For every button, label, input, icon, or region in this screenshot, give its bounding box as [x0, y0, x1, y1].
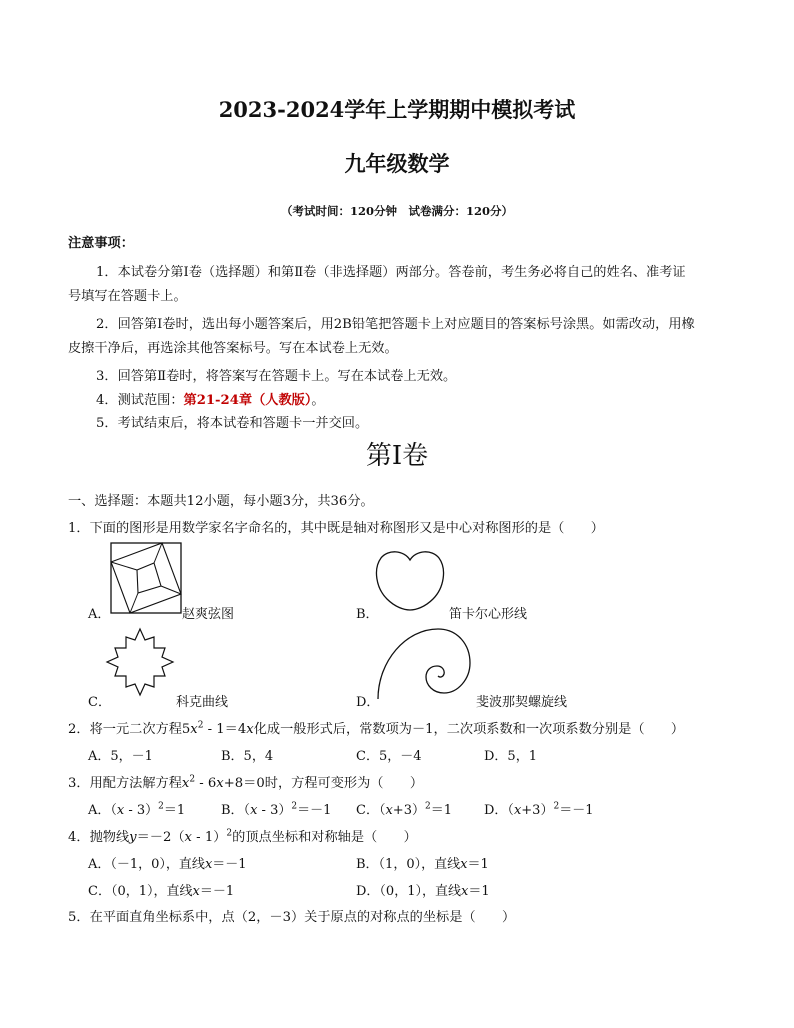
q5-stem: 5．在平面直角坐标系中，点（2，－3）关于原点的对称点的坐标是（ ） [68, 910, 516, 925]
q4-b-part: B．（1，0），直线 [356, 857, 461, 872]
q3-a-part: ＝1 [163, 803, 186, 818]
q3-option-a [88, 799, 185, 818]
q4-d-var: x [460, 884, 469, 899]
q3-a-part: A．（ [88, 803, 117, 818]
q4-var: y [129, 830, 137, 845]
q4-option-b [356, 853, 489, 872]
q4-c-part: C．（0，1），直线 [88, 884, 193, 899]
q3-stem [68, 772, 423, 791]
q4-a-part: ＝－1 [212, 857, 247, 872]
q2-exponent: 2 [197, 720, 204, 731]
q3-option-c [356, 799, 452, 818]
koch-snowflake-diagram [104, 627, 176, 699]
q1-option-b-caption: 笛卡尔心形线 [449, 607, 528, 622]
q4-a-var: x [204, 857, 213, 872]
q2-var: x [190, 722, 198, 737]
exam-info: （考试时间：120分钟 试卷满分：120分） [280, 204, 513, 218]
q2-stem-part: - 1＝4 [203, 722, 247, 737]
q4-stem-part: ＝－2（ [136, 830, 185, 845]
q3-stem-part: 3．用配方法解方程 [68, 776, 182, 791]
q3-exponent: 2 [189, 774, 196, 785]
q3-stem-part: - 6 [195, 776, 217, 791]
q3-d-part: +3） [521, 803, 554, 818]
q3-a-exp: 2 [158, 801, 164, 812]
q3-c-var: x [385, 803, 393, 818]
q2-option-c: C．5，－4 [356, 749, 422, 764]
q4-option-d [356, 880, 490, 899]
q3-option-b [221, 799, 331, 818]
section-1-title: 一、选择题：本题共12小题，每小题3分，共36分。 [68, 494, 374, 509]
q3-var: x [181, 776, 190, 791]
notice-item-4 [96, 389, 325, 408]
q3-c-part: ＝1 [430, 803, 452, 818]
q1-option-b-letter: B． [356, 607, 379, 622]
exam-subtitle: 九年级数学 [344, 151, 450, 176]
q1-option-a-letter: A． [88, 607, 111, 622]
q4-stem-part: 的顶点坐标和对称轴是（ ） [232, 830, 417, 845]
q3-d-var: x [513, 803, 522, 818]
notice-item-4-prefix: 4．测试范围： [96, 393, 184, 408]
q1-option-c-caption: 科克曲线 [176, 695, 229, 710]
q3-d-part: D．（ [484, 803, 514, 818]
zhao-shuang-diagram [110, 542, 182, 614]
notice-heading: 注意事项： [68, 236, 134, 251]
q3-c-part: +3） [392, 803, 425, 818]
exam-title: 2023-2024学年上学期期中模拟考试 [218, 97, 576, 122]
q4-b-part: ＝1 [467, 857, 489, 872]
q2-option-b: B．5，4 [221, 749, 274, 764]
q4-stem-part: - 1） [191, 830, 227, 845]
notice-item-2-line2: 皮擦干净后，再选涂其他答案标号。写在本试卷上无效。 [68, 341, 398, 356]
q3-a-part: - 3） [124, 803, 159, 818]
q3-stem-part: +8＝0时，方程可变形为（ ） [223, 776, 424, 791]
q3-b-var: x [250, 803, 258, 818]
q4-d-part: ＝1 [468, 884, 490, 899]
q4-c-part: ＝－1 [199, 884, 235, 899]
q4-b-var: x [460, 857, 468, 872]
notice-item-2-line1: 2．回答第Ⅰ卷时，选出每小题答案后，用2B铅笔把答题卡上对应题目的答案标号涂黑。如需改动，用橡 [96, 317, 695, 332]
q4-stem-part: 4．抛物线 [68, 830, 130, 845]
notice-item-3: 3．回答第Ⅱ卷时，将答案写在答题卡上。写在本试卷上无效。 [96, 369, 457, 384]
q4-var: x [184, 830, 192, 845]
q3-d-exp: 2 [553, 801, 560, 812]
q1-option-d-letter: D． [356, 695, 380, 710]
q3-b-part: ＝－1 [297, 803, 332, 818]
q4-d-part: D．（0，1），直线 [356, 884, 461, 899]
q1-stem: 1．下面的图形是用数学家名字命名的，其中既是轴对称图形又是中心对称图形的是（ ） [68, 521, 604, 536]
q4-a-part: A．（－1，0），直线 [88, 857, 205, 872]
q1-option-c-letter: C． [88, 695, 111, 710]
q2-stem [68, 718, 684, 737]
q4-stem [68, 826, 417, 845]
notice-item-5: 5．考试结束后，将本试卷和答题卡一并交回。 [96, 416, 369, 431]
volume-title: 第Ⅰ卷 [365, 441, 429, 471]
q4-exponent: 2 [226, 828, 233, 839]
cardioid-diagram [374, 547, 446, 613]
notice-item-1-line1: 1．本试卷分第Ⅰ卷（选择题）和第Ⅱ卷（非选择题）两部分。答卷前，考生务必将自己的姓名、准考证 [96, 265, 686, 280]
q1-option-a-caption: 赵爽弦图 [182, 607, 235, 622]
q2-stem-part: 化成一般形式后，常数项为－1，二次项系数和一次项系数分别是（ ） [253, 722, 685, 737]
q2-stem-part: 2．将一元二次方程5 [68, 722, 191, 737]
q3-b-part: - 3） [257, 803, 292, 818]
test-scope: 第21-24章（人教版） [183, 393, 312, 408]
q2-option-d: D．5，1 [484, 749, 537, 764]
q1-option-d-caption: 斐波那契螺旋线 [476, 695, 568, 710]
q3-option-d [484, 799, 593, 818]
q2-option-a: A．5，－1 [88, 749, 153, 764]
q3-a-var: x [116, 803, 125, 818]
q4-c-var: x [192, 884, 200, 899]
q3-c-exp: 2 [424, 801, 431, 812]
q4-option-a [88, 853, 247, 872]
q3-var: x [216, 776, 224, 791]
notice-item-1-line2: 号填写在答题卡上。 [68, 289, 187, 304]
q3-d-part: ＝－1 [559, 803, 594, 818]
notice-item-4-suffix: 。 [311, 393, 325, 408]
q3-b-exp: 2 [291, 801, 298, 812]
q2-var: x [246, 722, 254, 737]
fibonacci-spiral-diagram [374, 623, 474, 701]
q3-b-part: B．（ [221, 803, 251, 818]
q4-option-c [88, 880, 234, 899]
q3-c-part: C．（ [356, 803, 386, 818]
